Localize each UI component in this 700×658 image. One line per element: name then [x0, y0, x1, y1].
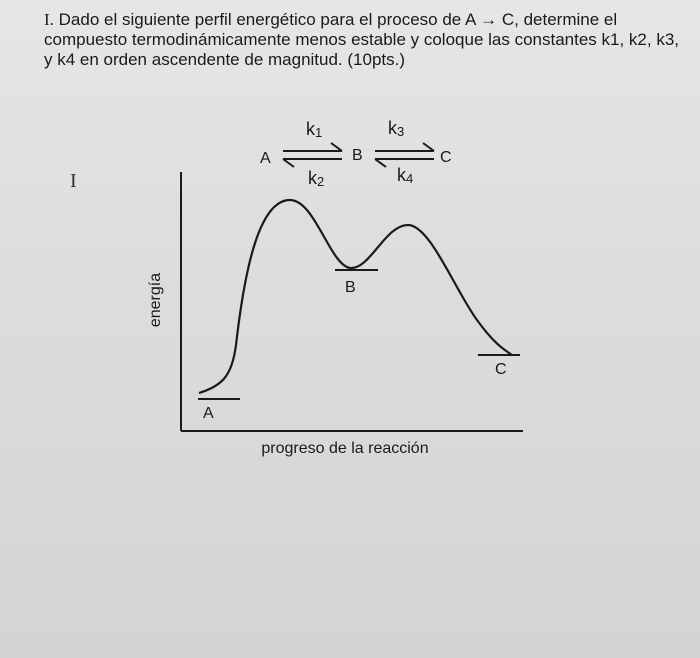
equilibrium-scheme — [260, 118, 452, 189]
k3-label: k3 — [388, 118, 405, 139]
equilibrium-arrow-ab — [283, 143, 342, 167]
scheme-species-a: A — [260, 150, 271, 167]
question-number: I. — [44, 10, 54, 29]
text-cursor-icon: I — [70, 170, 77, 192]
k4-label: k4 — [397, 165, 414, 186]
x-axis-label: progreso de la reacción — [261, 440, 429, 457]
energy-profile-curve — [199, 200, 512, 393]
question-points: (10pts.) — [347, 50, 406, 69]
level-label-a: A — [203, 405, 214, 422]
k2-label: k2 — [308, 168, 325, 189]
question-body: Dado el siguiente perfil energético para el proceso de A → C, determine el compuesto termodinámicamente menos estable y coloque las constantes k1, k2, k3, y k4 en orden ascendente de magnitud. — [44, 10, 680, 69]
k1-label: k1 — [306, 119, 323, 140]
diagram-axes — [181, 172, 523, 431]
scheme-species-c: C — [440, 149, 452, 166]
level-label-b: B — [345, 279, 356, 296]
y-axis-label: energía — [147, 272, 164, 328]
level-label-c: C — [495, 361, 507, 378]
scheme-species-b: B — [352, 147, 363, 164]
equilibrium-arrow-bc — [375, 143, 434, 167]
